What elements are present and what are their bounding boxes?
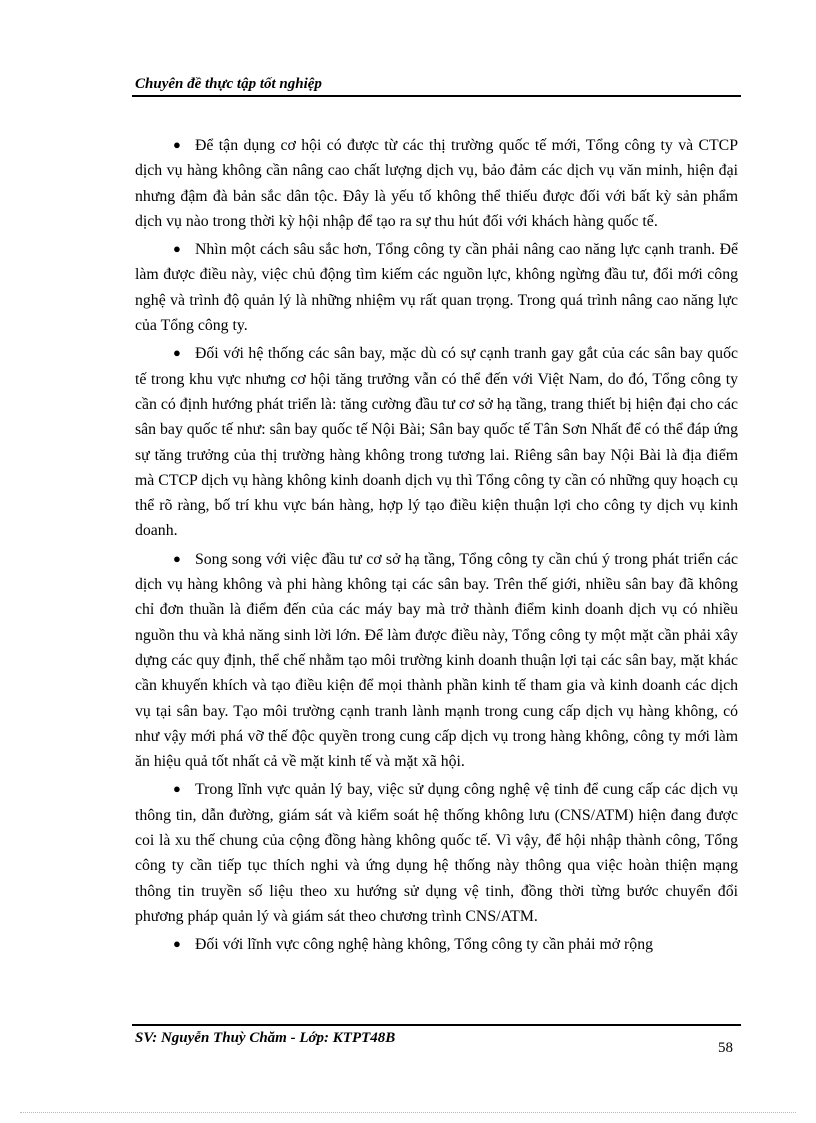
- paragraph-4: [135, 546, 738, 775]
- paragraph-2: [135, 236, 738, 338]
- paragraph-3: [135, 340, 738, 543]
- page-bottom-dotted-divider: [20, 1112, 796, 1113]
- footer-author: SV: Nguyễn Thuỳ Chăm - Lớp: KTPT48B: [135, 1030, 396, 1046]
- paragraph-text: Để tận dụng cơ hội có được từ các thị trường quốc tế mới, Tổng công ty và CTCP dịch vụ hàng không cần nâng cao chất lượng dịch vụ, bảo đảm các dịch vụ văn minh, hiện đại nhưng đậm đà bản sắc dân tộc. Đây là yếu tố không thể thiếu được đối với bất kỳ sản phẩm dịch vụ nào trong thời kỳ hội nhập để tạo ra sự thu hút đối với khách hàng quốc tế.: [135, 137, 738, 230]
- bullet-icon: ●: [173, 936, 181, 952]
- paragraph-text: Trong lĩnh vực quản lý bay, việc sử dụng công nghệ vệ tinh để cung cấp các dịch vụ thông tin, dẫn đường, giám sát và kiểm soát hệ thống không lưu (CNS/ATM) hiện đang được coi là xu thế chung của cộng đồng hàng không quốc tế. Vì vậy, để hội nhập thành công, Tổng công ty cần tiếp tục thích nghi và ứng dụng hệ thống này thông qua việc hoàn thiện mạng thông tin truyền số liệu theo xu hướng sử dụng vệ tinh, đồng thời từng bước chuyển đổi phương pháp quản lý và giám sát theo chương trình CNS/ATM.: [135, 781, 738, 925]
- paragraph-5: [135, 776, 738, 929]
- page-header-title: Chuyên đề thực tập tốt nghiệp: [135, 76, 322, 92]
- paragraph-text: Song song với việc đầu tư cơ sở hạ tầng, Tổng công ty cần chú ý trong phát triển các dịch vụ hàng không và phi hàng không tại các sân bay. Trên thế giới, nhiều sân bay đã không chỉ đơn thuần là điểm đến của các máy bay mà trở thành điểm kinh doanh dịch vụ có nhiều nguồn thu và khả năng sinh lời lớn. Để làm được điều này, Tổng công ty một mặt cần phải xây dựng các quy định, thể chế nhằm tạo môi trường kinh doanh thuận lợi tại các sân bay, mặt khác cần khuyến khích và tạo điều kiện để mọi thành phần kinh tế tham gia và kinh doanh các dịch vụ tại sân bay. Tạo môi trường cạnh tranh lành mạnh trong cung cấp dịch vụ hàng không, có như vậy mới phá vỡ thế độc quyền trong cung cấp dịch vụ trong hàng không, công ty mới làm ăn hiệu quả tốt nhất cả về mặt kinh tế và mặt xã hội.: [135, 550, 738, 771]
- paragraph-6: [135, 931, 738, 957]
- paragraph-text: Đối với lĩnh vực công nghệ hàng không, Tổng công ty cần phải mở rộng: [195, 936, 654, 954]
- page-number: 58: [718, 1040, 733, 1056]
- bullet-icon: ●: [173, 781, 181, 797]
- paragraph-text: Đối với hệ thống các sân bay, mặc dù có sự cạnh tranh gay gắt của các sân bay quốc tế trong khu vực nhưng cơ hội tăng trưởng vẫn có thể đến với Việt Nam, do đó, Tổng công ty cần có định hướng phát triển là: tăng cường đầu tư cơ sở hạ tầng, trang thiết bị hiện đại cho các sân bay quốc tế như: sân bay quốc tế Nội Bài; Sân bay quốc tế Tân Sơn Nhất để có thể đáp ứng sự tăng trưởng của thị trường hàng không trong tương lai. Riêng sân bay Nội Bài là địa điểm mà CTCP dịch vụ hàng không kinh doanh dịch vụ thì Tổng công ty cần có những quy hoạch cụ thể rõ ràng, bố trí khu vực bán hàng, hợp lý tạo điều kiện thuận lợi cho công ty dịch vụ kinh doanh.: [135, 345, 738, 540]
- paragraph-text: Nhìn một cách sâu sắc hơn, Tổng công ty cần phải nâng cao năng lực cạnh tranh. Để làm được điều này, việc chủ động tìm kiếm các nguồn lực, không ngừng đầu tư, đổi mới công nghệ và trình độ quản lý là những nhiệm vụ rất quan trọng. Trong quá trình nâng cao năng lực của Tổng công ty.: [135, 241, 738, 335]
- bullet-icon: ●: [173, 137, 181, 152]
- bullet-icon: ●: [173, 345, 181, 361]
- paragraph-1: [135, 132, 738, 234]
- body-content: [135, 132, 738, 960]
- bullet-icon: ●: [173, 241, 181, 257]
- bullet-icon: ●: [173, 550, 181, 566]
- footer-divider: [132, 1024, 741, 1026]
- header-divider: [132, 95, 741, 97]
